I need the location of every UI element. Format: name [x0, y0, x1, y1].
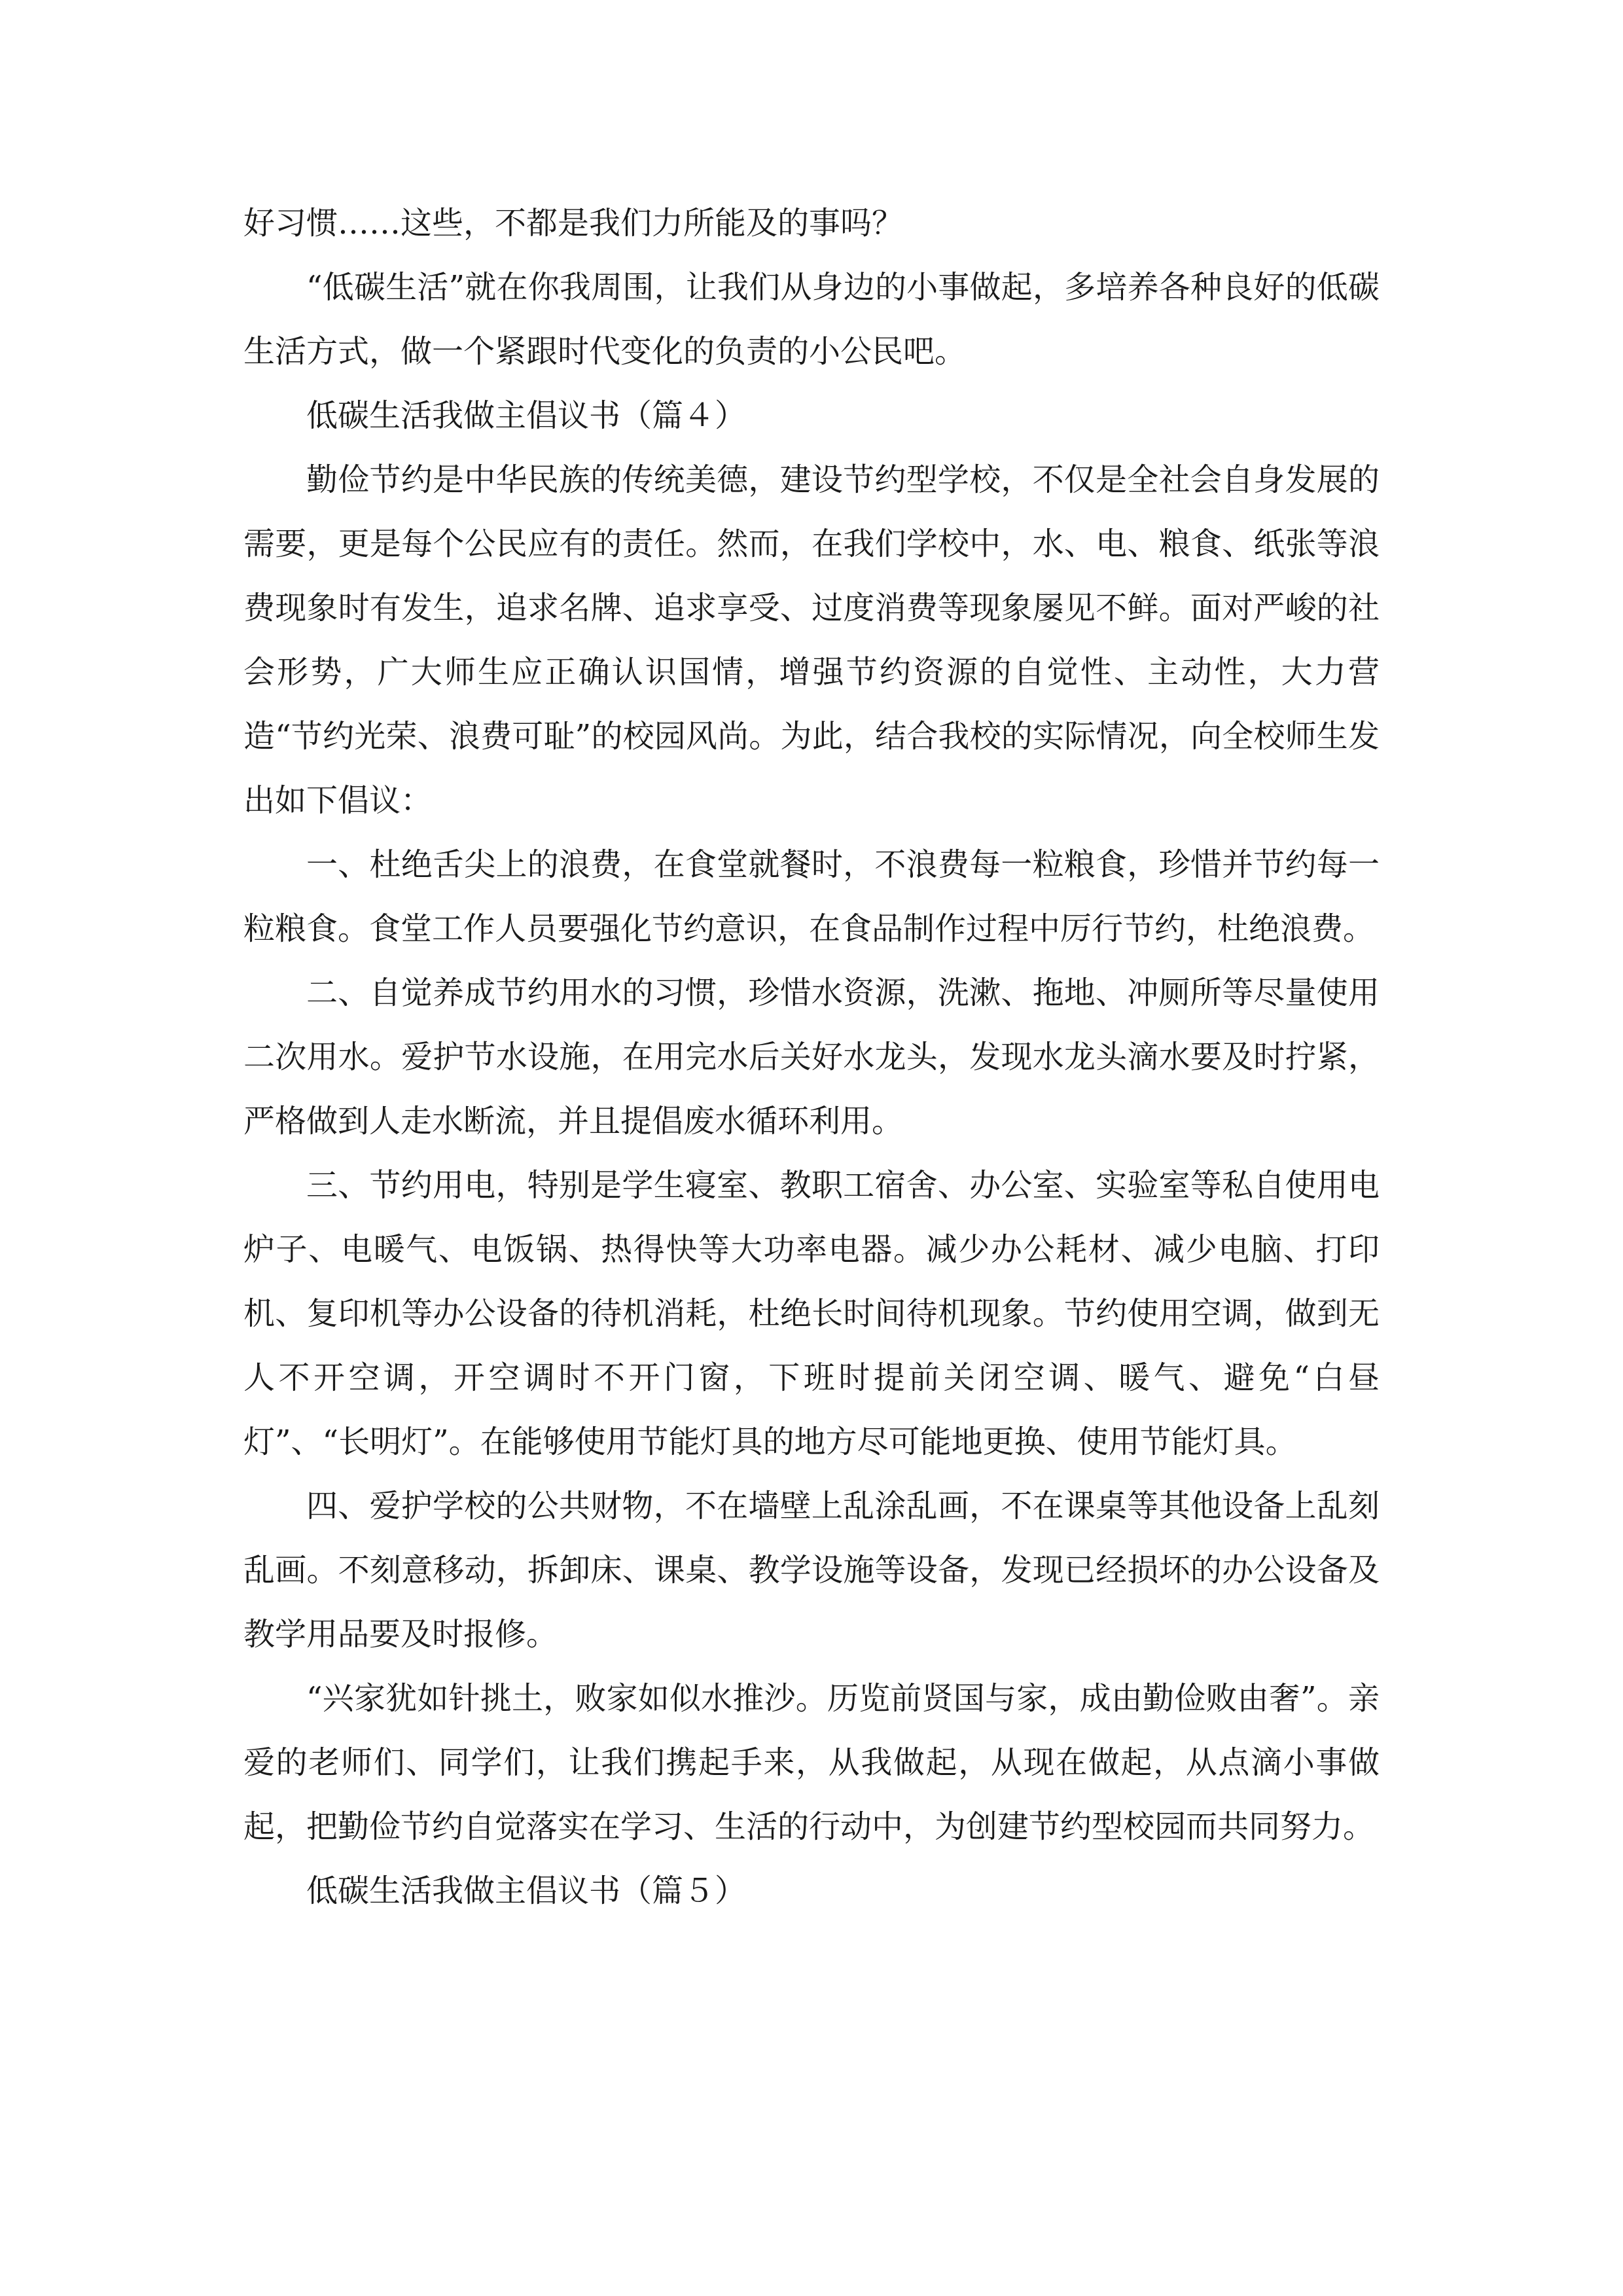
- paragraph-continuation: 好习惯……这些，不都是我们力所能及的事吗？: [243, 205, 904, 242]
- paragraph-item-2: 二、自觉养成节约用水的习惯，珍惜水资源，洗漱、拖地、冲厕所等尽量使用二次用水。爱护节水设施，在用完水后关好水龙头，发现水龙头滴水要及时拧紧，严格做到人走水断流，并且提倡废水循环利用。: [243, 975, 1380, 1139]
- section-heading-part-5: 低碳生活我做主倡议书（篇５）: [306, 1873, 747, 1909]
- document-body: [243, 191, 1380, 1923]
- paragraph-intro: 勤俭节约是中华民族的传统美德，建设节约型学校，不仅是全社会自身发展的需要，更是每个公民应有的责任。然而，在我们学校中，水、电、粮食、纸张等浪费现象时有发生，追求名牌、追求享受、过度消费等现象屡见不鲜。面对严峻的社会形势，广大师生应正确认识国情，增强节约资源的自觉性、主动性，大力营造“节约光荣、浪费可耻”的校园风尚。为此，结合我校的实际情况，向全校师生发出如下倡议：: [243, 461, 1380, 819]
- paragraph-closing: “兴家犹如针挑土，败家如似水推沙。历览前贤国与家，成由勤俭败由奢”。亲爱的老师们、同学们，让我们携起手来，从我做起，从现在做起，从点滴小事做起，把勤俭节约自觉落实在学习、生活的行动中，为创建节约型校园而共同努力。: [243, 1680, 1380, 1845]
- paragraph-item-3: 三、节约用电，特别是学生寝室、教职工宿舍、办公室、实验室等私自使用电炉子、电暖气、电饭锅、热得快等大功率电器。减少办公耗材、减少电脑、打印机、复印机等办公设备的待机消耗，杜绝长时间待机现象。节约使用空调，做到无人不开空调，开空调时不开门窗，下班时提前关闭空调、暖气、避免“白昼灯”、“长明灯”。在能够使用节能灯具的地方尽可能地更换、使用节能灯具。: [243, 1167, 1380, 1460]
- section-heading-part-4: 低碳生活我做主倡议书（篇４）: [306, 397, 747, 434]
- paragraph-item-4: 四、爱护学校的公共财物，不在墙壁上乱涂乱画，不在课桌等其他设备上乱刻乱画。不刻意移动，拆卸床、课桌、教学设施等设备，发现已经损坏的办公设备及教学用品要及时报修。: [243, 1488, 1380, 1653]
- paragraph-low-carbon-life: “低碳生活”就在你我周围，让我们从身边的小事做起，多培养各种良好的低碳生活方式，做一个紧跟时代变化的负责的小公民吧。: [243, 269, 1380, 370]
- paragraph-item-1: 一、杜绝舌尖上的浪费，在食堂就餐时，不浪费每一粒粮食，珍惜并节约每一粒粮食。食堂工作人员要强化节约意识，在食品制作过程中厉行节约，杜绝浪费。: [243, 846, 1380, 947]
